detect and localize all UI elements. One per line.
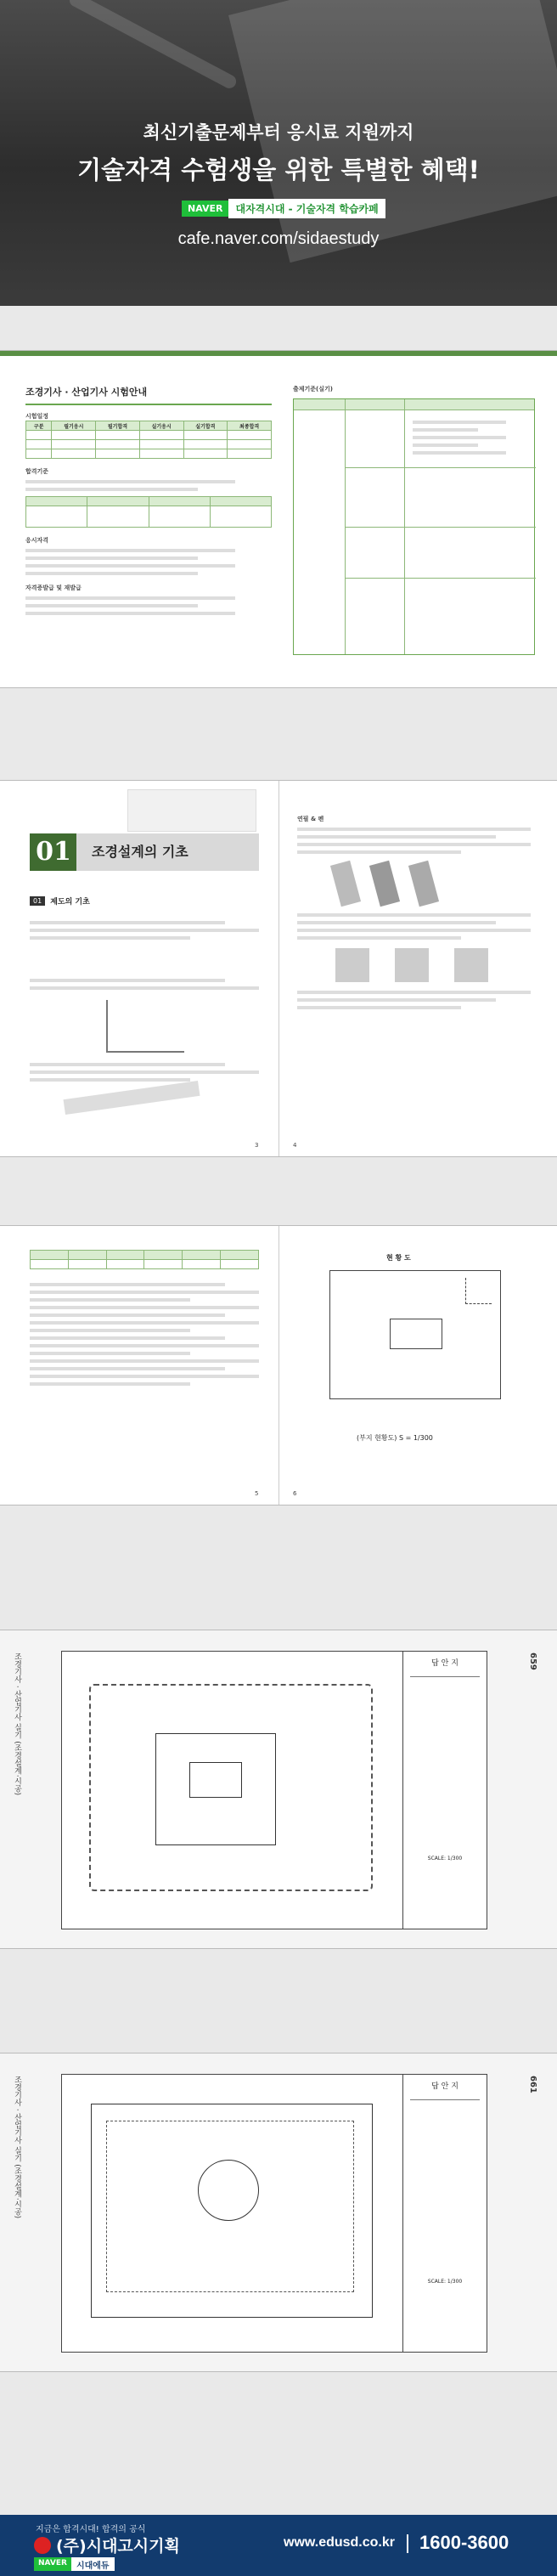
table-header: 구분 [26, 421, 52, 431]
right-text [297, 815, 531, 1014]
naver-label: NAVER [34, 2557, 71, 2571]
page-number-right: 4 [293, 1142, 297, 1149]
left-column [25, 385, 272, 619]
preview-page-site-plan [0, 1225, 557, 1505]
publisher-logo-icon [34, 2537, 51, 2554]
banner-line-2: 기술자격 수험생을 위한 특별한 혜택! [77, 155, 480, 184]
t-square-illustration [106, 1000, 184, 1053]
table-header: 필기응시 [52, 421, 96, 431]
preview-page-exam-guide [0, 350, 557, 688]
footer-slogan: 지금은 합격시대! 합격의 공식 [36, 2525, 146, 2534]
naver-label: NAVER [182, 201, 228, 217]
preview-page-drawing-1 [0, 1630, 557, 1949]
tool-images [335, 948, 531, 982]
page-number: 661 [528, 2076, 537, 2093]
divider [407, 2534, 408, 2553]
table-header: 최종합격 [228, 421, 272, 431]
title-block-heading: 답 안 지 [431, 1659, 459, 1668]
section-title: 제도의 기초 [50, 898, 90, 907]
pen-heading: 연필 & 펜 [297, 816, 324, 822]
phone-number[interactable]: 1600-3600 [419, 2532, 509, 2553]
section-eligibility: 응시자격 [25, 537, 49, 544]
outline-title: 출제기준(실기) [293, 386, 333, 393]
right-column [293, 385, 535, 655]
page-number-left: 3 [255, 1142, 259, 1149]
preview-page-drawing-2 [0, 2053, 557, 2372]
publisher-brand [34, 2534, 180, 2556]
preview-page-chapter1 [0, 780, 557, 1157]
publisher-name: (주)시대고시기획 [56, 2537, 180, 2556]
section-criteria: 합격기준 [25, 468, 49, 475]
naver-search-box[interactable] [34, 2557, 115, 2571]
landscape-plan-drawing [61, 1651, 404, 1929]
legend [410, 1676, 480, 1847]
vertical-book-title: 조경기사 · 산업기사 실기 (조경설계·시공) [13, 2076, 21, 2219]
scale-text: SCALE: 1/300 [427, 2279, 463, 2285]
drawing-title: 현 황 도 [386, 1254, 411, 1262]
scale-label: (부지 현황도) S = 1/300 [357, 1434, 433, 1442]
legend [410, 2099, 480, 2270]
section-certificate: 자격증발급 및 재발급 [25, 585, 82, 591]
website-link[interactable]: www.edusd.co.kr [284, 2535, 395, 2550]
page-number: 659 [528, 1652, 537, 1670]
page-title: 조경기사 · 산업기사 시험안내 [25, 387, 148, 398]
section-schedule: 시험일정 [25, 413, 49, 420]
chapter-number: 01 [30, 833, 77, 871]
table-header: 실기합격 [183, 421, 228, 431]
header-bar [0, 351, 557, 356]
left-text [30, 917, 259, 1105]
scale-text: SCALE: 1/300 [427, 1856, 463, 1861]
section-heading [30, 895, 90, 907]
cafe-name: 대자격시대 - 기술자격 학습카페 [228, 199, 385, 218]
progress-table [30, 1250, 259, 1269]
title-block [402, 2074, 487, 2353]
page-number-left: 5 [255, 1490, 259, 1497]
title-block-heading: 답 안 지 [431, 2082, 459, 2091]
section-number: 01 [30, 896, 45, 906]
search-keyword: 시대에듀 [71, 2557, 115, 2571]
title-block [402, 1651, 487, 1929]
table-header: 필기합격 [96, 421, 140, 431]
page-number-right: 6 [293, 1490, 297, 1497]
promo-banner [0, 0, 557, 306]
background-pen [67, 0, 239, 91]
pen-images [335, 862, 531, 905]
ruler-illustration [64, 1081, 200, 1115]
left-text [30, 1250, 259, 1390]
table-header: 실기응시 [139, 421, 183, 431]
schedule-table [25, 421, 272, 459]
site-outline [329, 1270, 501, 1399]
vertical-book-title: 조경기사 · 산업기사 실기 (조경설계·시공) [13, 1652, 21, 1796]
outline-table [293, 398, 535, 655]
outline-lines [413, 416, 506, 459]
building-illustration [127, 789, 256, 832]
chapter-title: 조경설계의 기초 [76, 833, 259, 871]
criteria-table [25, 496, 272, 528]
cafe-url[interactable]: cafe.naver.com/sidaestudy [177, 229, 380, 248]
landscape-plan-drawing [61, 2074, 404, 2353]
cafe-badge[interactable] [182, 199, 385, 217]
publisher-footer [0, 2515, 557, 2576]
banner-line-1: 최신기출문제부터 응시료 지원까지 [143, 122, 414, 143]
